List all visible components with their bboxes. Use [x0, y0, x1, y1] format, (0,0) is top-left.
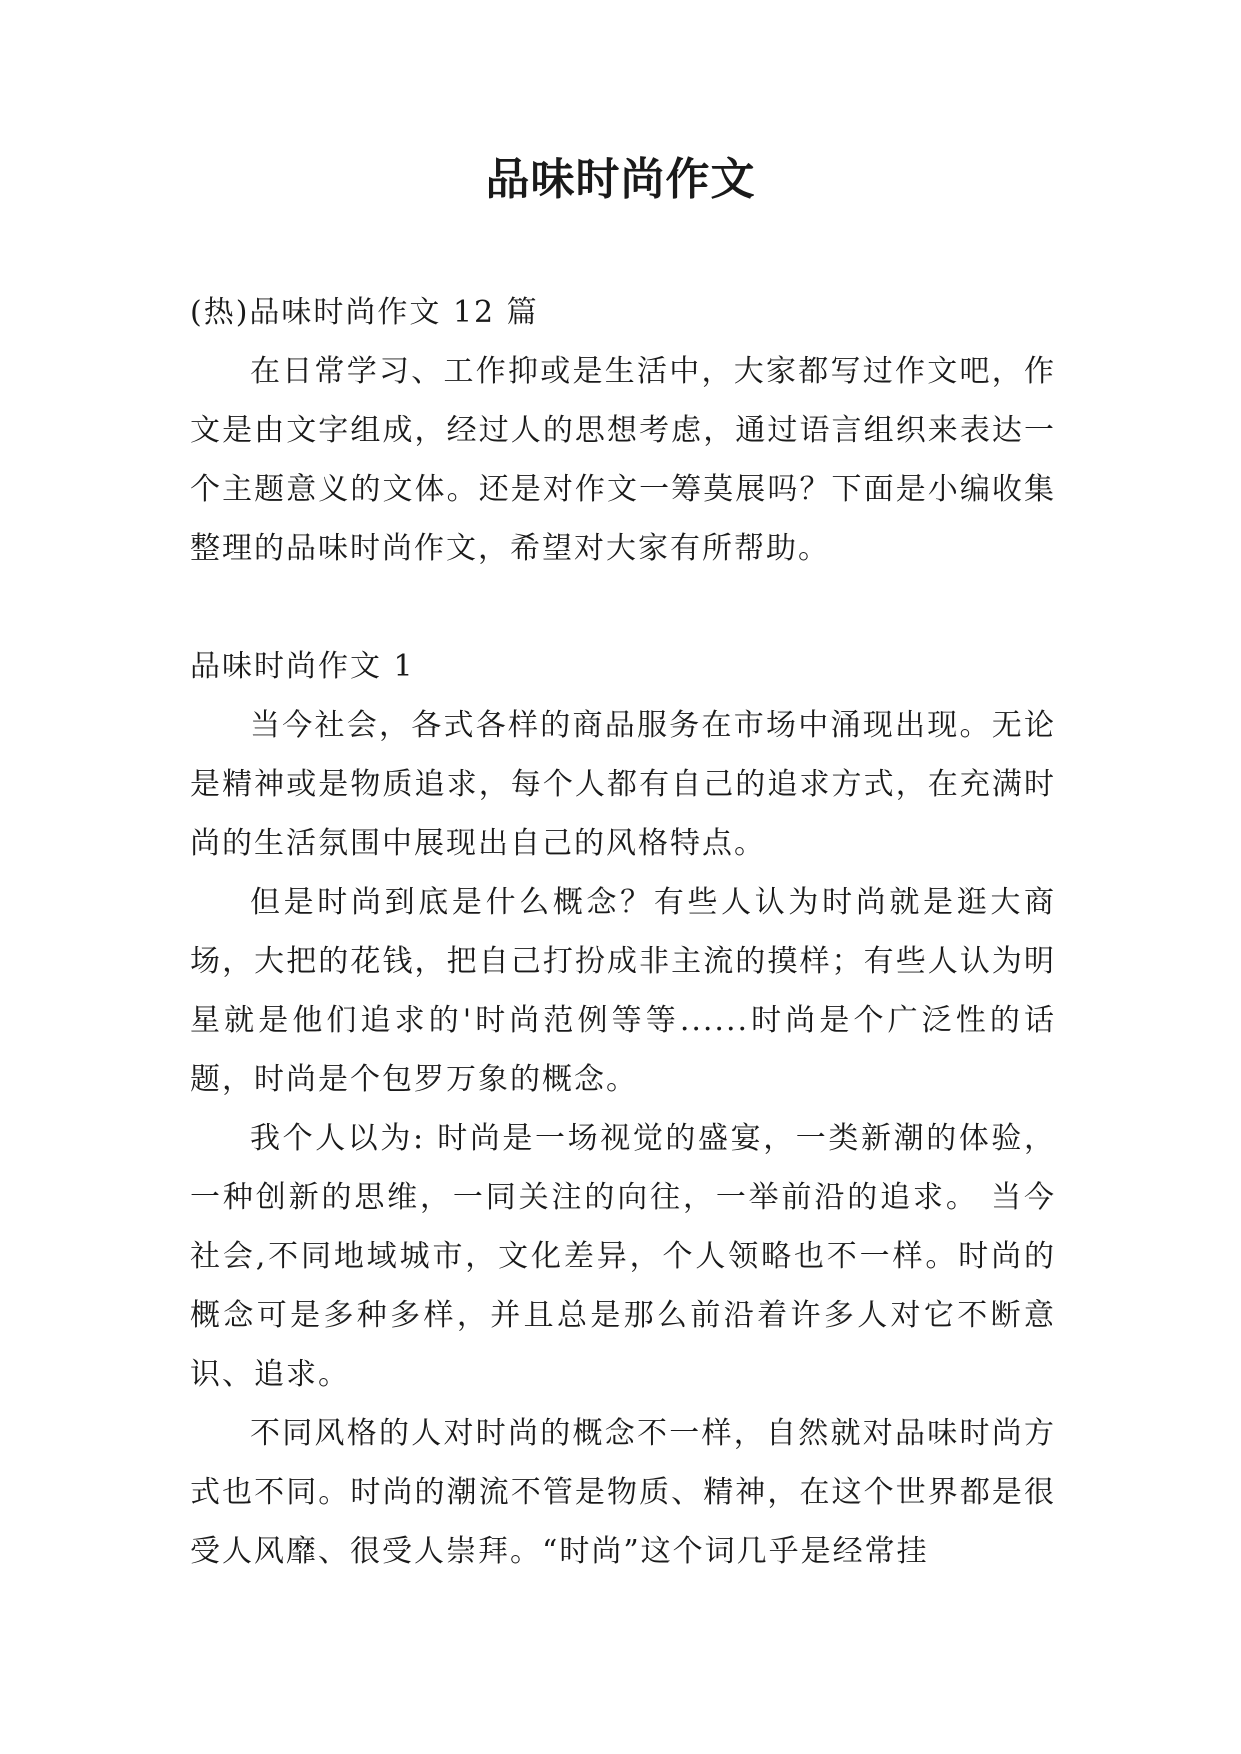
- intro-paragraph: 在日常学习、工作抑或是生活中，大家都写过作文吧，作文是由文字组成，经过人的思想考虑，通过语言组织来表达一个主题意义的文体。还是对作文一筹莫展吗？下面是小编收集整理的品味时尚作文，希望对大家有所帮助。: [190, 354, 1056, 566]
- essay-paragraph-4: 不同风格的人对时尚的概念不一样，自然就对品味时尚方式也不同。时尚的潮流不管是物质、精神，在这个世界都是很受人风靡、很受人崇拜。“时尚”这个词几乎是经常挂: [190, 1416, 1056, 1569]
- subtitle-line: (热)品味时尚作文 12 篇: [190, 295, 539, 330]
- section-gap: [190, 578, 1056, 637]
- essay-paragraph-1: 当今社会，各式各样的商品服务在市场中涌现出现。无论是精神或是物质追求，每个人都有自己的追求方式，在充满时尚的生活氛围中展现出自己的风格特点。: [190, 708, 1056, 861]
- essay-paragraph-3: 我个人以为: 时尚是一场视觉的盛宴，一类新潮的体验，一种创新的思维，一同关注的向往，一举前沿的追求。 当今社会,不同地域城市，文化差异，个人领略也不一样。时尚的概念可是多种多样，并且总是那么前沿着许多人对它不断意识、追求。: [190, 1121, 1056, 1392]
- document-body: [190, 283, 1056, 1581]
- essay-paragraph-2: 但是时尚到底是什么概念？有些人认为时尚就是逛大商场，大把的花钱，把自己打扮成非主流的摸样；有些人认为明星就是他们追求的'时尚范例等等......时尚是个广泛性的话题，时尚是个包罗万象的概念。: [190, 885, 1056, 1097]
- essay-heading: 品味时尚作文 1: [190, 649, 415, 684]
- page-title: 品味时尚作文: [485, 154, 756, 205]
